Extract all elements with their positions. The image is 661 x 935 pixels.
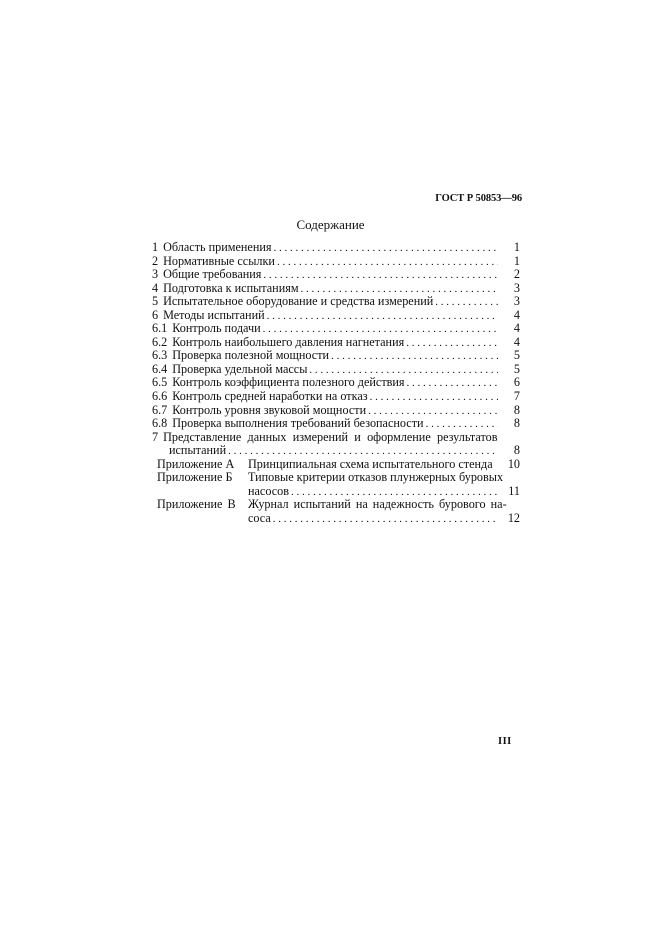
- toc-appendix-v-continuation[interactable]: [152, 512, 520, 526]
- appendix-label: Типовые критерии отказов плунжерных буровых: [248, 470, 504, 485]
- dot-leader: [273, 242, 498, 256]
- dot-leader: [273, 513, 498, 527]
- toc-entry-1[interactable]: [152, 241, 520, 255]
- appendix-label-continuation: насосов: [248, 483, 289, 498]
- appendix-number: Приложение А: [157, 456, 235, 471]
- toc-entry-page: 8: [513, 402, 520, 417]
- dot-leader: [277, 256, 498, 270]
- toc-entry-label: Контроль коэффициента полезного действия: [172, 375, 405, 390]
- toc-entry-label: Контроль наибольшего давления нагнетания: [172, 334, 405, 349]
- appendix-label: Журнал испытаний на надежность бурового на-: [248, 497, 507, 512]
- toc-entry-6-3[interactable]: [152, 349, 520, 363]
- dot-leader: [267, 310, 498, 324]
- toc-appendix-v[interactable]: [152, 498, 520, 512]
- toc-entry-label: Испытательное оборудование и средства измерений: [163, 294, 434, 309]
- toc-entry-page: 6: [513, 375, 520, 390]
- toc-entry-number: 3: [152, 267, 159, 282]
- toc-entry-page: 10: [507, 456, 520, 471]
- toc-entry-6-7[interactable]: [152, 404, 520, 418]
- toc-entry-number: 6.8: [152, 416, 168, 431]
- appendix-label: Принципиальная схема испытательного стенда: [248, 456, 493, 471]
- appendix-label-continuation: соса: [248, 510, 271, 525]
- toc-entry-label: Область применения: [163, 240, 272, 254]
- toc-entry-label: Контроль средней наработки на отказ: [172, 389, 368, 404]
- toc-entry-6-5[interactable]: [152, 376, 520, 390]
- toc-entry-label: Проверка удельной массы: [172, 361, 308, 376]
- toc-entry-number: 6.7: [152, 402, 168, 417]
- toc-entry-6-1[interactable]: [152, 322, 520, 336]
- toc-entry-page: 5: [513, 361, 520, 376]
- toc-entry-number: 6.5: [152, 375, 168, 390]
- toc-entry-page: 11: [508, 483, 520, 498]
- dot-leader: [370, 391, 498, 405]
- toc-entry-label: Проверка выполнения требований безопасности: [172, 416, 424, 431]
- toc-entry-page: 7: [513, 389, 520, 404]
- toc-entry-3[interactable]: [152, 268, 520, 282]
- toc-entry-label: Контроль уровня звуковой мощности: [172, 402, 367, 417]
- toc-entry-page: 4: [513, 321, 520, 336]
- toc-entry-label: Методы испытаний: [163, 307, 265, 322]
- table-of-contents: [152, 241, 520, 525]
- toc-appendix-a[interactable]: [152, 458, 520, 472]
- dot-leader: [435, 296, 498, 310]
- dot-leader: [407, 377, 498, 391]
- toc-entry-page: 1: [513, 253, 520, 268]
- toc-entry-label: Проверка полезной мощности: [172, 348, 330, 363]
- toc-entry-page: 3: [513, 280, 520, 295]
- toc-entry-number: 5: [152, 294, 159, 309]
- toc-entry-6-4[interactable]: [152, 363, 520, 377]
- standard-code-header: ГОСТ Р 50853—96: [435, 193, 522, 204]
- toc-entry-6-8[interactable]: [152, 417, 520, 431]
- toc-entry-label: Нормативные ссылки: [163, 253, 275, 268]
- appendix-number: Приложение Б: [157, 470, 233, 485]
- toc-entry-4[interactable]: [152, 282, 520, 296]
- toc-entry-label: Подготовка к испытаниям: [163, 280, 299, 295]
- toc-entry-label: Общие требования: [163, 267, 262, 282]
- toc-entry-5[interactable]: [152, 295, 520, 309]
- toc-entry-page: 12: [507, 510, 520, 525]
- toc-entry-number: 2: [152, 253, 159, 268]
- toc-entry-2[interactable]: [152, 255, 520, 269]
- toc-entry-number: 1: [152, 240, 159, 254]
- toc-title: Содержание: [296, 217, 365, 232]
- toc-entry-6[interactable]: [152, 309, 520, 323]
- toc-entry-number: 4: [152, 280, 159, 295]
- toc-entry-page: 3: [513, 294, 520, 309]
- toc-entry-6-6[interactable]: [152, 390, 520, 404]
- page-number: III: [498, 736, 512, 747]
- toc-entry-label: Контроль подачи: [172, 321, 261, 336]
- toc-entry-page: 2: [513, 267, 520, 282]
- toc-entry-6-2[interactable]: [152, 336, 520, 350]
- toc-entry-number: 6.4: [152, 361, 168, 376]
- toc-appendix-b-continuation[interactable]: [152, 485, 520, 499]
- toc-entry-number: 6.3: [152, 348, 168, 363]
- toc-entry-page: 5: [513, 348, 520, 363]
- toc-entry-7[interactable]: [152, 431, 520, 445]
- toc-entry-page: 4: [513, 334, 520, 349]
- appendix-number: Приложение В: [157, 497, 236, 512]
- toc-entry-label: Представление данных измерений и оформление результатов: [163, 429, 498, 444]
- toc-entry-number: 6.2: [152, 334, 168, 349]
- toc-entry-number: 6.6: [152, 389, 168, 404]
- toc-entry-page: 4: [513, 307, 520, 322]
- toc-entry-page: 1: [513, 240, 520, 254]
- toc-appendix-b[interactable]: [152, 471, 520, 485]
- toc-entry-page: 8: [513, 443, 520, 458]
- dot-leader: [406, 337, 498, 351]
- toc-entry-7-continuation[interactable]: [152, 444, 520, 458]
- toc-entry-number: 6: [152, 307, 159, 322]
- dot-leader: [331, 350, 498, 364]
- toc-entry-number: 6.1: [152, 321, 168, 336]
- toc-entry-number: 7: [152, 429, 159, 444]
- toc-entry-label-continuation: испытаний: [169, 443, 227, 458]
- toc-entry-page: 8: [513, 416, 520, 431]
